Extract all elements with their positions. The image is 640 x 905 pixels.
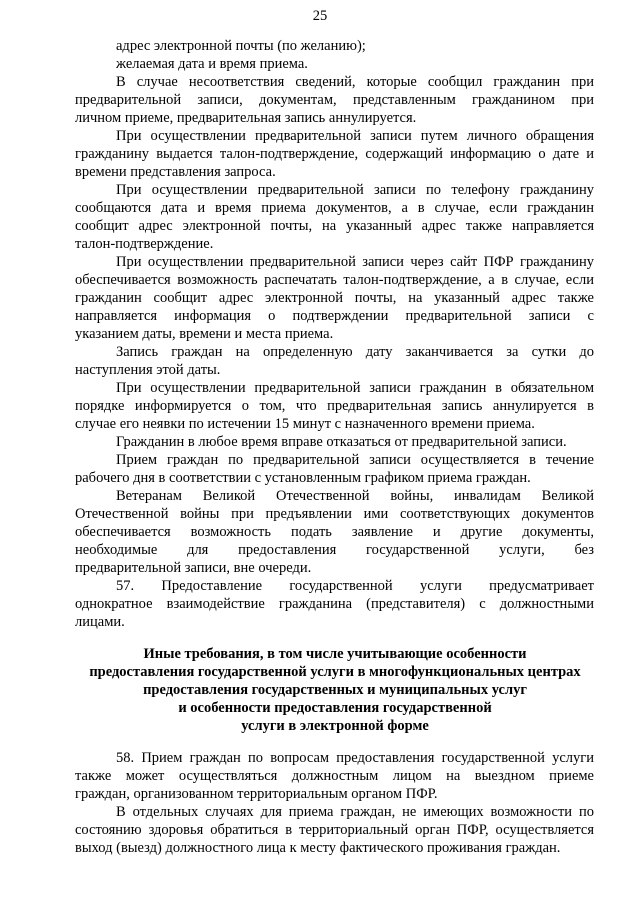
- text-line: лицами.: [75, 614, 125, 630]
- text-line: однократное взаимодействие гражданина (представителя) с должностными: [75, 596, 594, 612]
- text-line: сообщит адрес электронной почты, на указанный адрес также направляется: [75, 218, 594, 234]
- section-heading-line: услуги в электронной форме: [241, 718, 429, 734]
- text-line: 57. Предоставление государственной услуги предусматривает: [116, 578, 594, 594]
- text-line: рабочего дня в соответствии с установленным графиком приема граждан.: [75, 470, 531, 486]
- text-line: Запись граждан на определенную дату заканчивается за сутки до: [116, 344, 594, 360]
- section-heading-line: и особенности предоставления государственной: [178, 700, 492, 716]
- text-line: Ветеранам Великой Отечественной войны, инвалидам Великой: [116, 488, 594, 504]
- section-heading-line: предоставления государственных и муниципальных услуг: [143, 682, 527, 698]
- text-line: Прием граждан по предварительной записи осуществляется в течение: [116, 452, 594, 468]
- text-line: При осуществлении предварительной записи по телефону гражданину: [116, 182, 594, 198]
- text-line: граждан, организованном территориальным органом ПФР.: [75, 786, 438, 802]
- text-line: гражданину выдается талон-подтверждение, содержащий информацию о дате и: [75, 146, 594, 162]
- text-line: случае его неявки по истечении 15 минут с назначенного времени приема.: [75, 416, 535, 432]
- text-line: Гражданин в любое время вправе отказаться от предварительной записи.: [116, 434, 567, 450]
- page-number: 25: [312, 8, 328, 24]
- text-line: выход (выезд) должностного лица к месту фактического проживания граждан.: [75, 840, 561, 856]
- text-line: наступления этой даты.: [75, 362, 221, 378]
- text-line: В случае несоответствия сведений, которые сообщил гражданин при: [116, 74, 594, 90]
- text-line: направляется информация о подтверждении предварительной записи с: [75, 308, 594, 324]
- text-line: талон-подтверждение.: [75, 236, 214, 252]
- text-line: указанием даты, времени и места приема.: [75, 326, 334, 342]
- text-line: В отдельных случаях для приема граждан, не имеющих возможности по: [116, 804, 594, 820]
- text-line: При осуществлении предварительной записи гражданин в обязательном: [116, 380, 594, 396]
- text-line: обеспечивается возможность распечатать талон-подтверждение, а в случае, если: [75, 272, 594, 288]
- text-line: сообщаются дата и время приема документов, а в случае, если гражданин: [75, 200, 594, 216]
- text-line: Отечественной войны при предъявлении ими соответствующих документов: [75, 506, 594, 522]
- text-line: желаемая дата и время приема.: [116, 56, 308, 72]
- text-line: 58. Прием граждан по вопросам предоставления государственной услуги: [116, 750, 594, 766]
- text-line: времени представления запроса.: [75, 164, 276, 180]
- text-line: личном приеме, предварительная запись аннулируется.: [75, 110, 417, 126]
- section-heading-line: предоставления государственной услуги в многофункциональных центрах: [89, 664, 581, 680]
- text-line: предварительной записи, документам, представленным гражданином при: [75, 92, 594, 108]
- text-line: состоянию здоровья обратиться в территориальный орган ПФР, осуществляется: [75, 822, 594, 838]
- text-line: порядке информируется о том, что предварительная запись аннулируется в: [75, 398, 594, 414]
- text-line: При осуществлении предварительной записи путем личного обращения: [116, 128, 594, 144]
- text-line: При осуществлении предварительной записи через сайт ПФР гражданину: [116, 254, 594, 270]
- text-line: предварительной записи, вне очереди.: [75, 560, 312, 576]
- text-line: необходимые для предоставления государственной услуги, без: [75, 542, 594, 558]
- section-heading-line: Иные требования, в том числе учитывающие особенности: [143, 646, 527, 662]
- text-line: гражданин сообщит адрес электронной почты, на указанный адрес также: [75, 290, 594, 306]
- text-line: обеспечивается возможность подать заявление и другие документы,: [75, 524, 594, 540]
- text-line: адрес электронной почты (по желанию);: [116, 38, 366, 54]
- text-line: также может осуществляться должностным лицом на выездном приеме: [75, 768, 594, 784]
